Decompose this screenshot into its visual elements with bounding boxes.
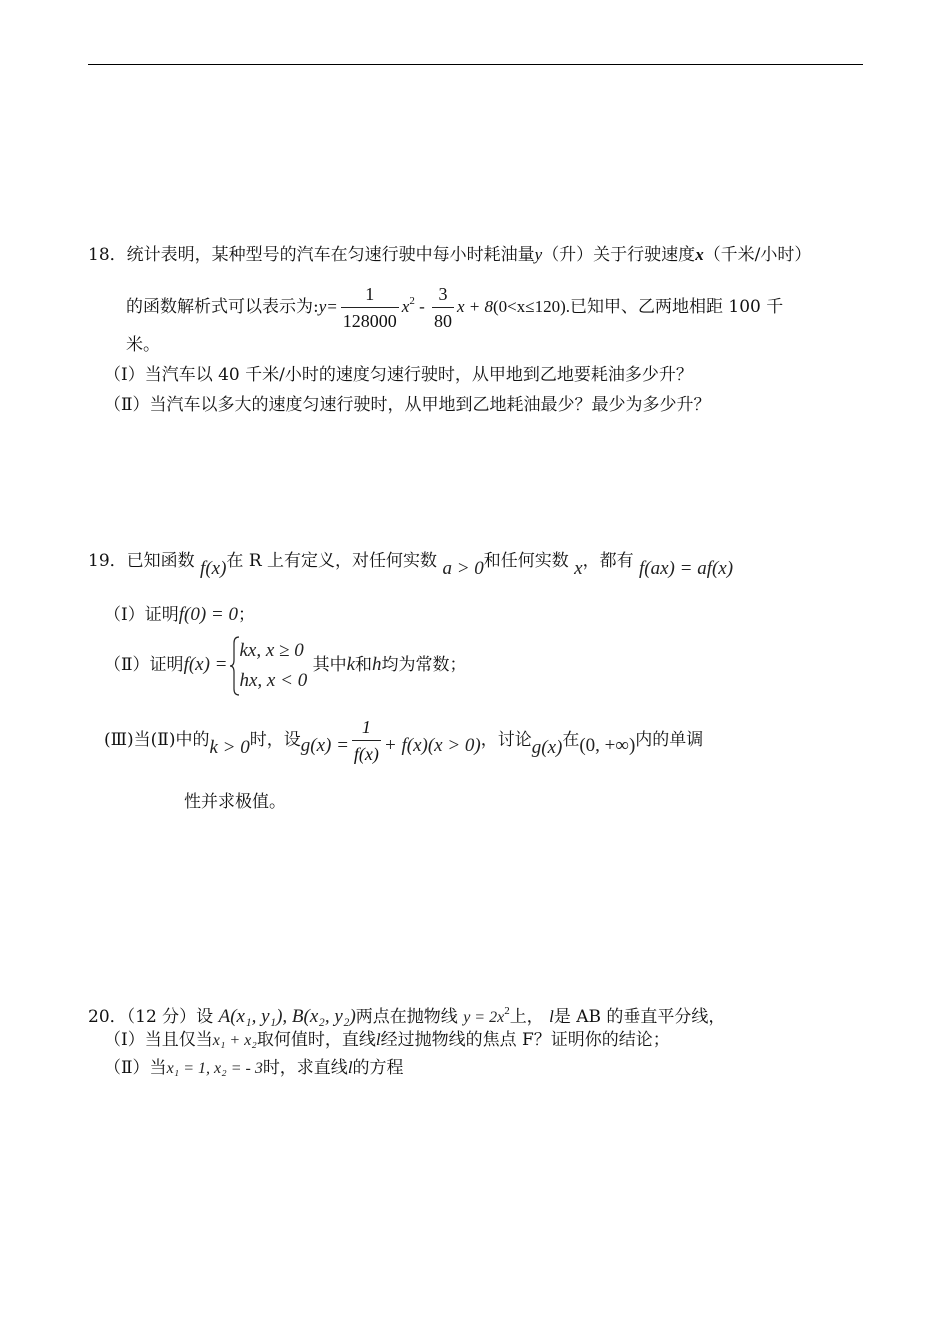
q18-part2: （Ⅱ）当汽车以多大的速度匀速行驶时，从甲地到乙地耗油最少？最少为多少升？: [104, 395, 711, 415]
q19-part2: （Ⅱ）证明f(x) = kx, x ≥ 0 hx, x < 0 其中k和h均为常数；: [104, 632, 467, 698]
q19-part3: (Ⅲ)当(Ⅱ)中的k > 0时，设g(x) = $\frac{1}{f(x)}$ + f(x)(x > 0)，讨论g(x)在(0, +∞)内的单调: [104, 717, 704, 764]
q19-line1: 19．已知函数 f(x)在 R 上有定义，对任何实数 a > 0和任何实数 x，都有 f(ax) = af(x): [88, 551, 734, 579]
q20-part2: （Ⅱ）当x₁ = 1, x₂ = - 3时，求直线l的方程: [104, 1058, 404, 1078]
q20-part1: （Ⅰ）当且仅当x₁ + x₂取何值时，直线l经过抛物线的焦点 F？证明你的结论；: [104, 1030, 670, 1050]
q20-number: 20．: [88, 1007, 127, 1027]
q18-fraction-1: $\frac{1}{128000}$: [342, 284, 397, 331]
q19-number: 19．: [88, 551, 127, 571]
q19-fraction-g: $\frac{1}{f(x)}$: [353, 717, 379, 764]
left-brace-icon: [230, 636, 240, 696]
header-rule: [88, 64, 863, 65]
q18-line2: 的函数解析式可以表示为:y= $\frac{1}{128000}$ $x^2$ - $\frac{3}{80}$ x + 8(0<x≤120).已知甲、乙两地相距 100 千: [126, 284, 784, 331]
q18-part1: （Ⅰ）当汽车以 40 千米/小时的速度匀速行驶时，从甲地到乙地要耗油多少升？: [104, 365, 693, 385]
piecewise-brace: kx, x ≥ 0 hx, x < 0: [230, 636, 308, 696]
q19-part1: （Ⅰ）证明f(0) = 0；: [104, 604, 255, 625]
q20-line1: 20．（12 分）设 A(x₁, y₁), B(x₂, y₂)两点在抛物线 $y = 2x^2$上， l是 AB 的垂直平分线，: [88, 1005, 726, 1027]
q18-number: 18．: [88, 245, 127, 265]
q19-part3-line2: 性并求极值。: [184, 792, 286, 812]
q18-line3: 米。: [126, 335, 160, 355]
q18-fraction-2: $\frac{3}{80}$: [433, 284, 452, 331]
q18-line1: 18．统计表明，某种型号的汽车在匀速行驶中每小时耗油量y（升）关于行驶速度x（千米/小时）: [88, 245, 812, 265]
